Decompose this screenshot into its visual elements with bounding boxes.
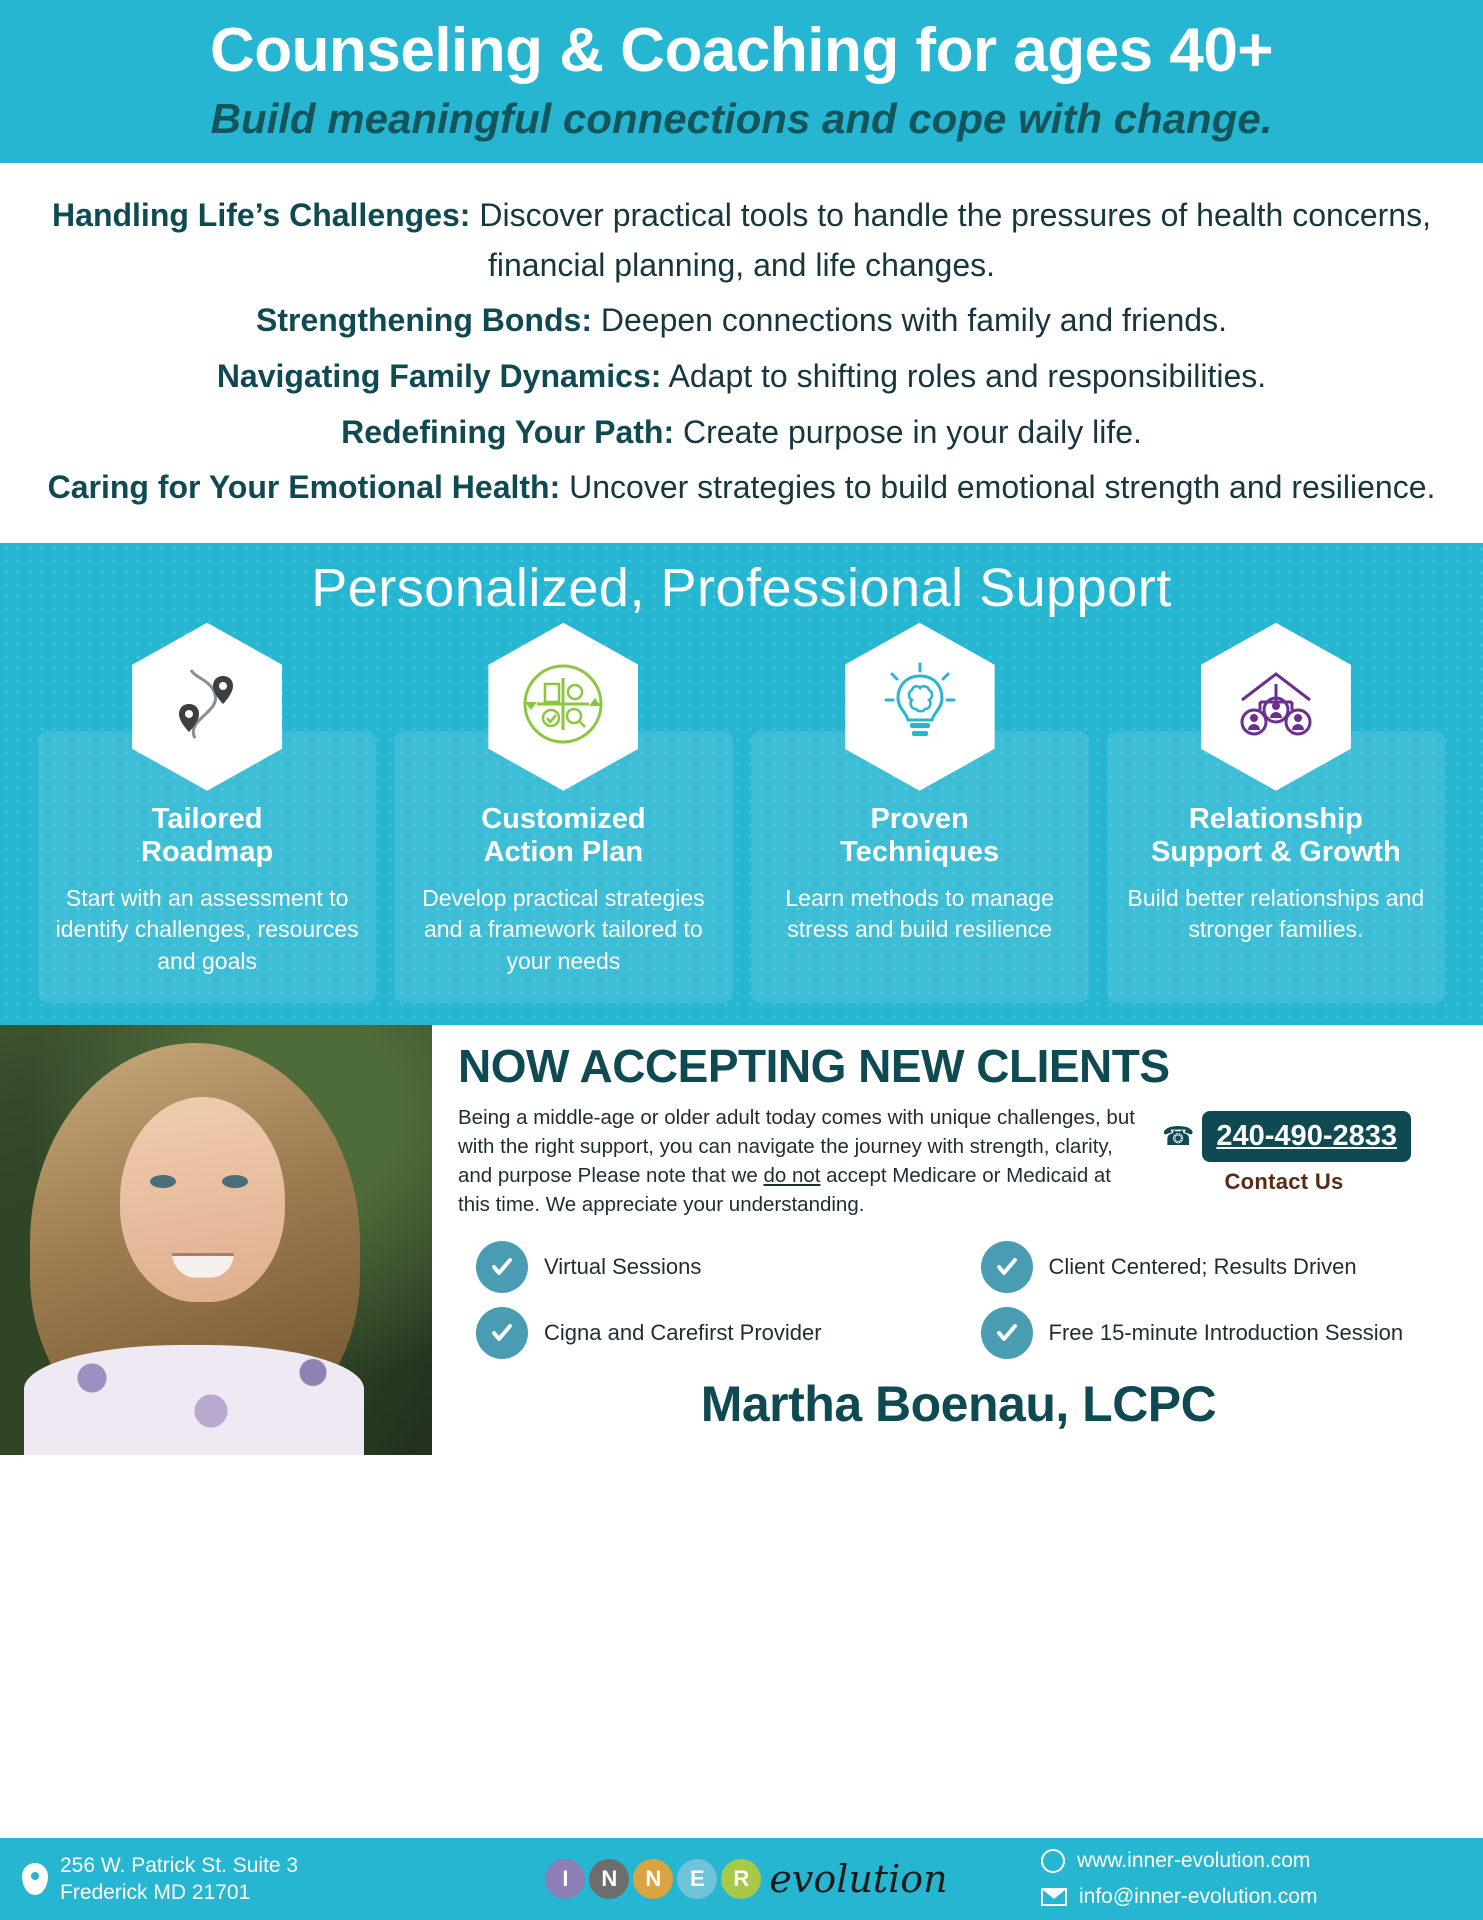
benefit-text: Uncover strategies to build emotional strength and resilience. xyxy=(560,469,1436,506)
benefit-item xyxy=(34,352,1449,402)
logo-letter: I xyxy=(545,1859,585,1899)
features-checklist xyxy=(458,1241,1459,1359)
support-card-proven-techniques xyxy=(751,623,1089,1003)
support-card-title: Customized Action Plan xyxy=(481,802,646,869)
blurb-part1: Being a middle-age or older adult today comes with unique challenges, but with the right support, you can navigate the journey with strength, clarity, and purpose Please note that we xyxy=(458,1105,1135,1187)
support-cards xyxy=(0,623,1483,1003)
support-card-text: Learn methods to manage stress and build resilience xyxy=(785,885,1054,943)
address-line-1: 256 W. Patrick St. Suite 3 xyxy=(60,1853,299,1877)
blurb-part2: accept Medicare or Medicaid at this time. We appreciate your understanding. xyxy=(458,1163,1112,1217)
therapist-name: Martha Boenau, LCPC xyxy=(700,1376,1217,1433)
hex-badge xyxy=(488,623,638,791)
check-label: Cigna and Carefirst Provider xyxy=(544,1320,822,1346)
logo-letter: N xyxy=(633,1859,673,1899)
benefit-text: Deepen connections with family and friends. xyxy=(591,302,1227,339)
page-subtitle: Build meaningful connections and cope with change. xyxy=(210,95,1273,143)
website-link[interactable]: www.inner-evolution.com xyxy=(1077,1848,1311,1872)
check-icon xyxy=(981,1241,1033,1293)
logo-letter: R xyxy=(721,1859,761,1899)
check-icon xyxy=(476,1241,528,1293)
check-item xyxy=(476,1307,955,1359)
address-line-2: Frederick MD 21701 xyxy=(60,1881,251,1904)
benefit-label: Redefining Your Path: xyxy=(341,413,675,450)
benefit-text: Create purpose in your daily life. xyxy=(674,413,1142,450)
check-item xyxy=(981,1241,1460,1293)
logo-letter: N xyxy=(589,1859,629,1899)
benefits-list xyxy=(0,163,1483,543)
now-accepting-heading: NOW ACCEPTING NEW CLIENTS xyxy=(458,1039,1170,1092)
benefit-label: Handling Life’s Challenges: xyxy=(52,197,471,234)
benefit-item xyxy=(34,463,1449,513)
check-item xyxy=(476,1241,955,1293)
address-block xyxy=(22,1852,452,1907)
check-label: Virtual Sessions xyxy=(544,1254,702,1280)
support-card-tailored-roadmap xyxy=(38,623,376,1003)
roadmap-icon xyxy=(163,660,251,753)
hex-badge xyxy=(845,623,995,791)
therapist-photo xyxy=(0,1025,432,1455)
hex-badge xyxy=(1201,623,1351,791)
benefit-label: Navigating Family Dynamics: xyxy=(216,357,662,394)
support-card-title: Relationship Support & Growth xyxy=(1151,802,1401,869)
location-pin-icon xyxy=(22,1863,48,1895)
phone-icon: ☎ xyxy=(1162,1121,1195,1152)
benefit-item xyxy=(34,408,1449,458)
check-label: Free 15-minute Introduction Session xyxy=(1048,1320,1404,1346)
benefit-item xyxy=(34,296,1449,346)
support-heading: Personalized, Professional Support xyxy=(311,557,1172,618)
family-home-icon xyxy=(1230,658,1322,755)
support-card-customized-action-plan xyxy=(394,623,732,1003)
benefit-label: Caring for Your Emotional Health: xyxy=(47,469,561,506)
check-icon xyxy=(981,1307,1033,1359)
globe-icon xyxy=(1041,1849,1065,1873)
brand-logo xyxy=(452,1857,1041,1901)
contact-block xyxy=(1041,1846,1461,1913)
check-item xyxy=(981,1307,1460,1359)
header-banner xyxy=(0,0,1483,163)
clients-blurb xyxy=(458,1103,1148,1219)
clients-section xyxy=(0,1025,1483,1455)
support-card-text: Start with an assessment to identify challenges, resources and goals xyxy=(55,885,359,974)
phone-block xyxy=(1162,1103,1412,1195)
benefit-text: Adapt to shifting roles and responsibilities. xyxy=(661,357,1267,394)
envelope-icon xyxy=(1041,1888,1067,1906)
lightbulb-brain-icon xyxy=(876,660,964,753)
blurb-emphasis: do not xyxy=(763,1163,821,1187)
check-label: Client Centered; Results Driven xyxy=(1048,1254,1357,1280)
check-icon xyxy=(476,1307,528,1359)
support-card-text: Build better relationships and stronger families. xyxy=(1127,885,1425,943)
page-title: Counseling & Coaching for ages 40+ xyxy=(209,16,1274,85)
email-link[interactable]: info@inner-evolution.com xyxy=(1079,1885,1318,1908)
support-section xyxy=(0,543,1483,1025)
support-card-title: Tailored Roadmap xyxy=(141,802,274,869)
hex-badge xyxy=(132,623,282,791)
logo-wordmark: evolution xyxy=(769,1857,948,1901)
support-card-relationship-support xyxy=(1107,623,1445,1003)
benefit-text: Discover practical tools to handle the pressures of health concerns, financial planning, and life changes. xyxy=(470,197,1431,283)
action-plan-icon xyxy=(517,658,609,755)
support-card-title: Proven Techniques xyxy=(840,802,1000,869)
contact-us-label: Contact Us xyxy=(1224,1168,1344,1194)
benefit-item xyxy=(34,191,1449,290)
benefit-label: Strengthening Bonds: xyxy=(256,302,592,339)
logo-letter: E xyxy=(677,1859,717,1899)
footer xyxy=(0,1838,1483,1920)
phone-number[interactable]: 240-490-2833 xyxy=(1202,1111,1411,1162)
support-card-text: Develop practical strategies and a framework tailored to your needs xyxy=(422,885,705,974)
